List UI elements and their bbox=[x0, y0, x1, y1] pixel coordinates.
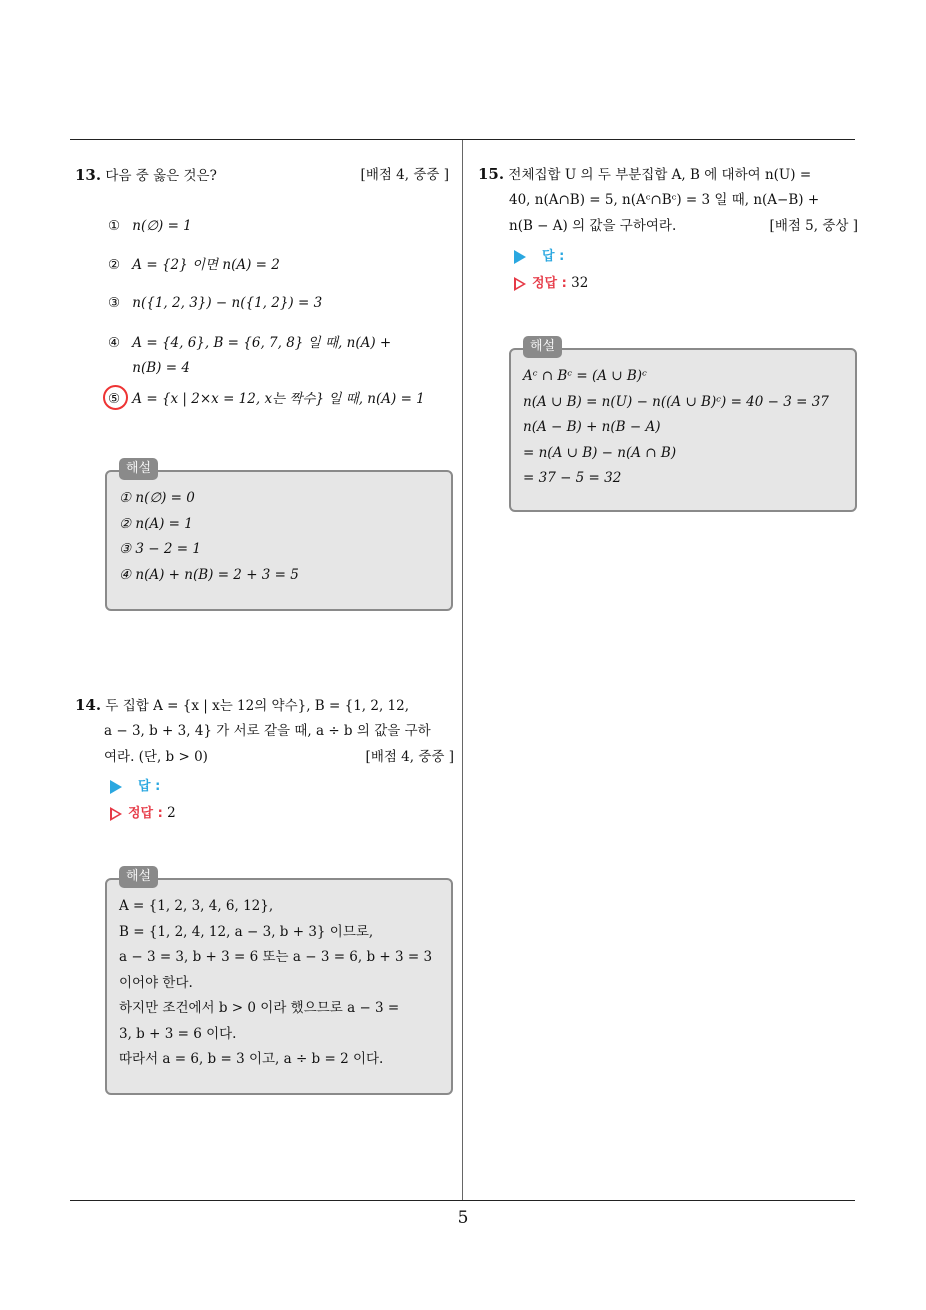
q13-score: [배점 4, 중중 ] bbox=[360, 167, 449, 183]
choice-mark: ⑤ bbox=[108, 391, 121, 407]
q13-header bbox=[75, 162, 449, 189]
correct-label: 정답 : bbox=[128, 806, 163, 821]
q13-choice-1 bbox=[108, 214, 192, 238]
explanation-line: = 37 − 5 = 32 bbox=[523, 470, 622, 486]
explanation-line: ④ n(A) + n(B) = 2 + 3 = 5 bbox=[119, 566, 299, 583]
correct-label: 정답 : bbox=[532, 276, 567, 291]
explanation-line: n(A ∪ B) = n(U) − n((A ∪ B)ᶜ) = 40 − 3 = 37 bbox=[523, 393, 829, 410]
q14-line-3 bbox=[104, 745, 454, 769]
play-arrow-icon bbox=[110, 780, 122, 794]
q14-correct-row bbox=[110, 802, 176, 825]
correct-value: 32 bbox=[571, 275, 589, 291]
column-divider bbox=[462, 140, 463, 1200]
explanation-tag: 해설 bbox=[523, 336, 562, 358]
choice-text: A = {x | 2×x = 12, x는 짝수} 일 때, n(A) = 1 bbox=[132, 391, 425, 407]
q14-text: 여라. (단, b > 0) bbox=[104, 749, 208, 765]
q13-choice-3 bbox=[108, 291, 322, 315]
explanation-body bbox=[523, 364, 829, 492]
explanation-line: n(A − B) + n(B − A) bbox=[523, 419, 661, 435]
q15-score: [배점 5, 중상 ] bbox=[769, 218, 858, 234]
explanation-line: ② n(A) = 1 bbox=[119, 515, 193, 532]
explanation-line: 따라서 a = 6, b = 3 이고, a ÷ b = 2 이다. bbox=[119, 1051, 384, 1067]
explanation-line: 이어야 한다. bbox=[119, 974, 193, 991]
q15-explanation-box bbox=[509, 339, 857, 512]
q13-choice-4 bbox=[108, 331, 391, 355]
q15-number: 15. bbox=[478, 165, 505, 183]
choice-mark: ④ bbox=[108, 335, 121, 351]
explanation-line: B = {1, 2, 4, 12, a − 3, b + 3} 이므로, bbox=[119, 923, 374, 940]
choice-text: n({1, 2, 3}) − n({1, 2}) = 3 bbox=[132, 295, 323, 311]
q14-number: 14. bbox=[75, 696, 102, 714]
q13-explanation-box bbox=[105, 461, 453, 611]
play-arrow-icon bbox=[514, 250, 526, 264]
choice-mark: ② bbox=[108, 257, 121, 273]
choice-text: n(∅) = 1 bbox=[132, 218, 192, 234]
q15-line-1 bbox=[478, 162, 811, 187]
q13-choice-5 bbox=[108, 387, 425, 411]
explanation-line: Aᶜ ∩ Bᶜ = (A ∪ B)ᶜ bbox=[523, 368, 647, 384]
choice-mark: ③ bbox=[108, 295, 121, 311]
choice-text: A = {4, 6}, B = {6, 7, 8} 일 때, n(A) + bbox=[132, 335, 392, 351]
explanation-line: a − 3 = 3, b + 3 = 6 또는 a − 3 = 6, b + 3 = 3 bbox=[119, 949, 433, 965]
q13-title: 다음 중 옳은 것은? bbox=[105, 168, 217, 184]
choice-text: n(B) = 4 bbox=[132, 360, 190, 376]
q13-choice-2 bbox=[108, 253, 280, 277]
answer-label: 답 : bbox=[138, 779, 161, 794]
bottom-rule bbox=[70, 1200, 855, 1201]
explanation-body bbox=[119, 894, 432, 1073]
q15-text: 전체집합 U 의 두 부분집합 A, B 에 대하여 n(U) = bbox=[508, 167, 812, 183]
q15-text: n(B − A) 의 값을 구하여라. bbox=[509, 218, 677, 234]
q14-explanation-box bbox=[105, 869, 453, 1095]
explanation-body bbox=[119, 486, 299, 588]
q14-text: 두 집합 A = {x | x는 12의 약수}, B = {1, 2, 12, bbox=[105, 698, 410, 714]
correct-value: 2 bbox=[167, 805, 176, 821]
explanation-tag: 해설 bbox=[119, 866, 158, 888]
answer-label: 답 : bbox=[542, 249, 565, 264]
explanation-line: 하지만 조건에서 b > 0 이라 했으므로 a − 3 = bbox=[119, 1000, 400, 1016]
explanation-line: ① n(∅) = 0 bbox=[119, 490, 195, 506]
q13-number: 13. bbox=[75, 166, 102, 184]
outline-arrow-icon bbox=[514, 277, 526, 291]
q15-line-3 bbox=[509, 214, 858, 238]
outline-arrow-icon bbox=[110, 807, 122, 821]
q14-answer-row bbox=[110, 775, 160, 798]
choice-mark: ① bbox=[108, 218, 121, 234]
q14-score: [배점 4, 중중 ] bbox=[365, 749, 454, 765]
choice-text: A = {2} 이면 n(A) = 2 bbox=[132, 257, 280, 273]
explanation-line: 3, b + 3 = 6 이다. bbox=[119, 1025, 237, 1042]
q15-correct-row bbox=[514, 272, 588, 295]
q14-line-2: a − 3, b + 3, 4} 가 서로 같을 때, a ÷ b 의 값을 구하 bbox=[104, 723, 431, 739]
explanation-line: A = {1, 2, 3, 4, 6, 12}, bbox=[119, 898, 274, 914]
explanation-tag: 해설 bbox=[119, 458, 158, 480]
page-number: 5 bbox=[457, 1208, 469, 1228]
q14-line-1 bbox=[75, 693, 409, 718]
explanation-line: = n(A ∪ B) − n(A ∩ B) bbox=[523, 444, 677, 461]
explanation-line: ③ 3 − 2 = 1 bbox=[119, 541, 201, 557]
q15-line-2: 40, n(A∩B) = 5, n(Aᶜ∩Bᶜ) = 3 일 때, n(A−B) + bbox=[509, 192, 820, 208]
q15-answer-row bbox=[514, 245, 564, 268]
q13-choice-4-continued bbox=[108, 356, 190, 380]
